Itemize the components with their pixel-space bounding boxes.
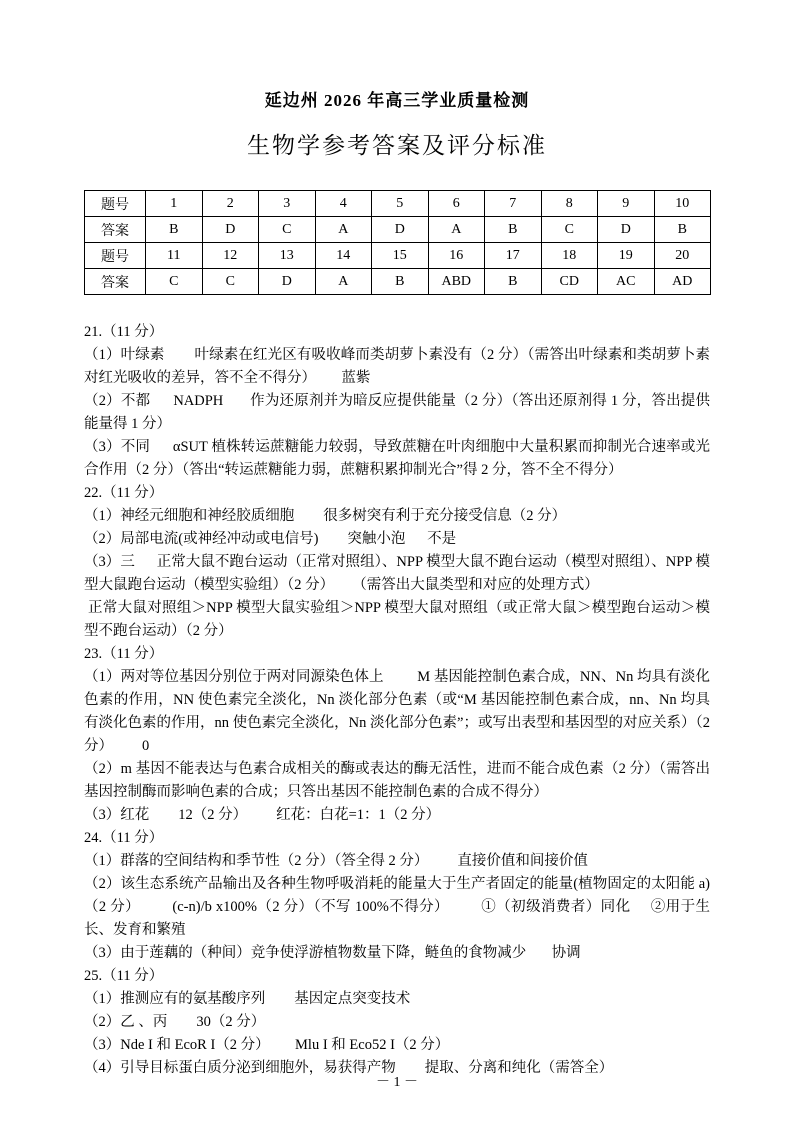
answer-line: （1）叶绿素 叶绿素在红光区有吸收峰而类胡萝卜素没有（2 分）（需答出叶绿素和类胡萝卜素对红光吸收的差异，答不全不得分） 蓝紫 <box>84 347 710 386</box>
table-cell: 12 <box>202 243 259 269</box>
table-cell: 11 <box>146 243 203 269</box>
table-cell: 10 <box>654 191 711 217</box>
table-cell: 8 <box>541 191 598 217</box>
table-cell: 5 <box>372 191 429 217</box>
answer-line: 正常大鼠对照组＞NPP 模型大鼠实验组＞NPP 模型大鼠对照组（或正常大鼠＞模型跑台运动＞模型不跑台运动）（2 分） <box>84 600 711 639</box>
answer-line: （2）乙 、丙 30（2 分） <box>84 1014 266 1030</box>
table-cell: A <box>315 217 372 243</box>
table-cell: B <box>654 217 711 243</box>
question-number-line: 24.（11 分） <box>84 830 164 846</box>
table-cell: 3 <box>259 191 316 217</box>
table-cell: 17 <box>485 243 542 269</box>
table-cell: 13 <box>259 243 316 269</box>
table-cell: C <box>541 217 598 243</box>
table-header-cell: 题号 <box>85 243 146 269</box>
table-cell: AC <box>598 269 655 295</box>
table-cell: 2 <box>202 191 259 217</box>
table-cell: 1 <box>146 191 203 217</box>
table-cell: 20 <box>654 243 711 269</box>
answer-line: （2）m 基因不能表达与色素合成相关的酶或表达的酶无活性，进而不能合成色素（2 分）（需答出基因控制酶而影响色素的合成；只答出基因不能控制色素的合成不得分） <box>84 761 710 800</box>
table-cell: 9 <box>598 191 655 217</box>
answer-line: （1）两对等位基因分别位于两对同源染色体上 M 基因能控制色素合成，NN、Nn 均具有淡化色素的作用，NN 使色素完全淡化，Nn 淡化部分色素（或“M 基因能控制色素合成，nn、Nn 均具有淡化色素的作用，nn 使色素完全淡化，Nn 淡化部分色素”；或写出表型和基因型的对应关系）（2 分） 0 <box>84 669 714 754</box>
table-row <box>85 243 711 269</box>
table-row <box>85 191 711 217</box>
table-cell: B <box>485 269 542 295</box>
table-cell: C <box>202 269 259 295</box>
answer-line: （1）群落的空间结构和季节性（2 分）（答全得 2 分） 直接价值和间接价值 <box>84 853 588 869</box>
table-cell: 19 <box>598 243 655 269</box>
question-number-line: 25.（11 分） <box>84 968 164 984</box>
answer-line: （2）局部电流(或神经冲动或电信号) 突触小泡 不是 <box>84 531 457 547</box>
answer-line: （3）Nde I 和 EcoR I（2 分） Mlu I 和 Eco52 I（2 分） <box>84 1037 450 1053</box>
table-cell: C <box>259 217 316 243</box>
table-cell: B <box>146 217 203 243</box>
table-cell: B <box>485 217 542 243</box>
table-cell: C <box>146 269 203 295</box>
document-subtitle: 生物学参考答案及评分标准 <box>247 133 547 158</box>
table-cell: 7 <box>485 191 542 217</box>
answer-line: （4）引导目标蛋白质分泌到细胞外，易获得产物 提取、分离和纯化（需答全） <box>84 1060 614 1076</box>
table-cell: 4 <box>315 191 372 217</box>
table-row <box>85 269 711 295</box>
table-cell: A <box>315 269 372 295</box>
question-number-line: 21.（11 分） <box>84 324 164 340</box>
answer-line: （3）由于莲藕的（种间）竞争使浮游植物数量下降，鲢鱼的食物减少 协调 <box>84 945 581 961</box>
table-cell: B <box>372 269 429 295</box>
table-cell: D <box>372 217 429 243</box>
question-number-line: 23.（11 分） <box>84 646 164 662</box>
answer-line: （2）不都 NADPH 作为还原剂并为暗反应提供能量（2 分）（答出还原剂得 1 分，答出提供能量得 1 分） <box>84 393 710 432</box>
answer-line: （3）红花 12（2 分） 红花：白花=1：1（2 分） <box>84 807 441 823</box>
answers-body <box>84 321 721 1080</box>
document-title: 延边州 2026 年高三学业质量检测 <box>264 91 530 110</box>
table-cell: 6 <box>428 191 485 217</box>
table-header-cell: 答案 <box>85 269 146 295</box>
table-row <box>85 217 711 243</box>
answer-line: （2）该生态系统产品输出及各种生物呼吸消耗的能量大于生产者固定的能量(植物固定的太阳能 a) （2 分） (c-n)/b x100%（2 分）（不写 100%不得分） ①（初级消费者）同化 ②用于生长、发育和繁殖 <box>84 876 721 938</box>
table-cell: 16 <box>428 243 485 269</box>
table-cell: D <box>202 217 259 243</box>
table-cell: 15 <box>372 243 429 269</box>
answer-key-table <box>84 190 711 295</box>
table-cell: D <box>598 217 655 243</box>
table-cell: CD <box>541 269 598 295</box>
table-cell: A <box>428 217 485 243</box>
answer-line: （1）推测应有的氨基酸序列 基因定点突变技术 <box>84 991 411 1007</box>
table-cell: ABD <box>428 269 485 295</box>
table-cell: AD <box>654 269 711 295</box>
table-cell: D <box>259 269 316 295</box>
table-cell: 18 <box>541 243 598 269</box>
answer-line: （3）三 正常大鼠不跑台运动（正常对照组）、NPP 模型大鼠不跑台运动（模型对照组）、NPP 模型大鼠跑台运动（模型实验组）（2 分） （需答出大鼠类型和对应的处理方式） <box>84 554 710 593</box>
page-number: － 1 － <box>376 1075 418 1090</box>
answer-line: （1）神经元细胞和神经胶质细胞 很多树突有利于充分接受信息（2 分） <box>84 508 567 524</box>
table-cell: 14 <box>315 243 372 269</box>
table-header-cell: 题号 <box>85 191 146 217</box>
question-number-line: 22.（11 分） <box>84 485 164 501</box>
answer-line: （3）不同 αSUT 植株转运蔗糖能力较弱，导致蔗糖在叶肉细胞中大量积累而抑制光合速率或光合作用（2 分）（答出“转运蔗糖能力弱，蔗糖积累抑制光合”得 2 分，答不全不得分） <box>84 439 710 478</box>
table-header-cell: 答案 <box>85 217 146 243</box>
